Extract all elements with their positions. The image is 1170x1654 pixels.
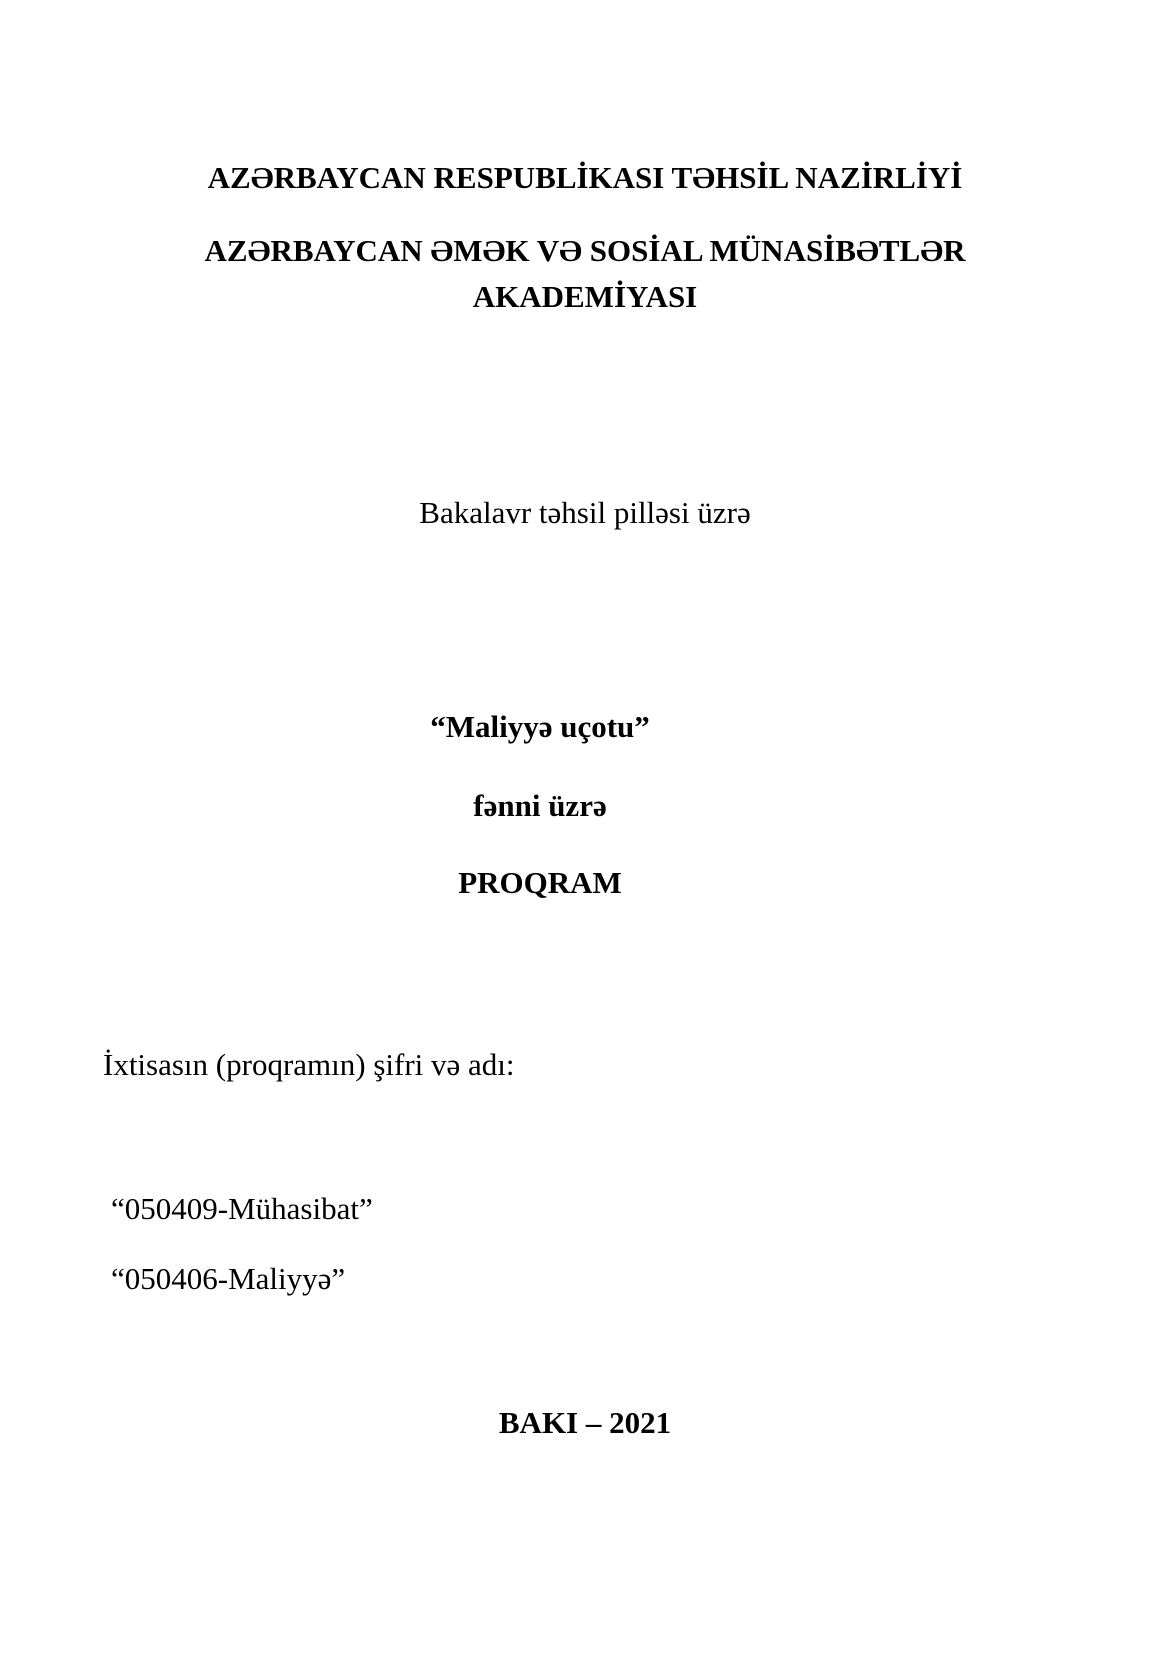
- city-year: BAKI – 2021: [498, 1405, 672, 1440]
- subject-name: “Maliyyə uçotu”: [430, 709, 650, 744]
- academy-title-line2: AKADEMİYASI: [472, 279, 698, 314]
- ministry-title: AZƏRBAYCAN RESPUBLİKASI TƏHSİL NAZİRLİYİ: [207, 160, 963, 195]
- education-level: Bakalavr təhsil pilləsi üzrə: [419, 495, 751, 530]
- specialty-label: İxtisasın (proqramın) şifri və adı:: [103, 1047, 515, 1082]
- academy-title-line1: AZƏRBAYCAN ƏMƏK VƏ SOSİAL MÜNASİBƏTLƏR: [204, 233, 966, 268]
- specialty-item: “050406-Maliyyə”: [111, 1261, 346, 1296]
- subject-suffix: fənni üzrə: [473, 788, 607, 823]
- specialty-item: “050409-Mühasibat”: [111, 1191, 373, 1226]
- document-type: PROQRAM: [458, 865, 622, 900]
